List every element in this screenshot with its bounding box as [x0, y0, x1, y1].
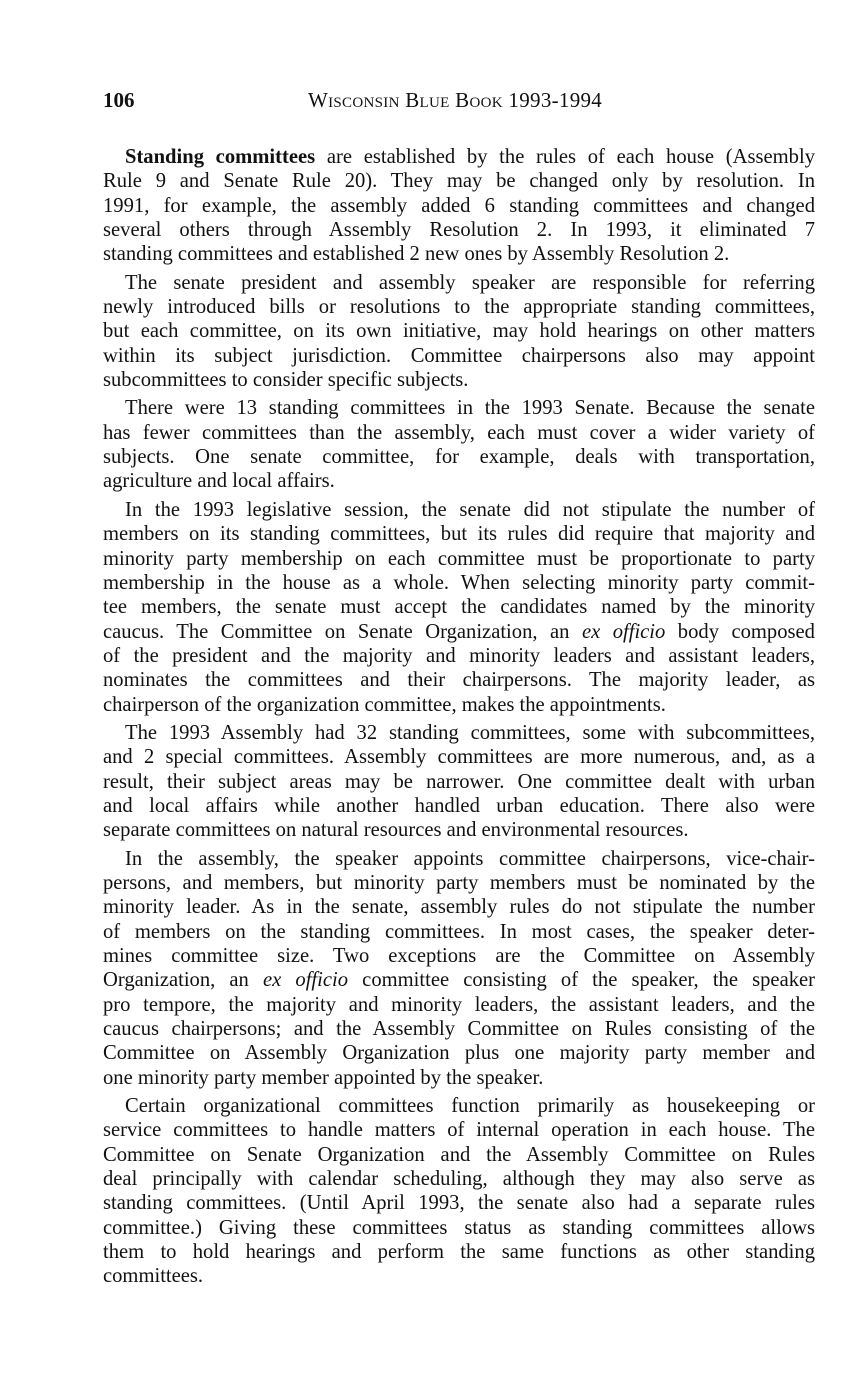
text-line: [103, 871, 815, 895]
text-line: [103, 242, 815, 266]
text-segment: and local affairs while another handled urban education. There also were: [103, 794, 815, 817]
text-segment: committee.) Giving these committees status as standing committees allows: [103, 1216, 815, 1239]
text-line: [103, 1264, 815, 1288]
text-segment: In the 1993 legislative session, the senate did not stipulate the number of: [125, 498, 815, 521]
text-line: [103, 993, 815, 1017]
italic-term: ex officio: [263, 969, 349, 992]
text-segment: standing committees. (Until April 1993, the senate also had a separate rules: [103, 1192, 815, 1215]
text-segment: committee consisting of the speaker, the speaker: [348, 969, 815, 992]
text-line: [103, 295, 815, 319]
text-segment: Committee on Assembly Organization plus one majority party member and: [103, 1042, 815, 1065]
paragraph: [103, 271, 815, 393]
italic-term: ex officio: [581, 620, 666, 643]
text-segment: mines committee size. Two exceptions are the Committee on Assembly: [103, 945, 815, 967]
text-line: [103, 1017, 815, 1041]
text-line: [103, 847, 815, 871]
text-segment: subjects. One senate committee, for example, deals with transportation,: [103, 446, 815, 469]
text-line: [103, 218, 815, 242]
text-line: [103, 1216, 815, 1240]
body-text: [103, 145, 815, 1293]
text-segment: persons, and members, but minority party members must be nominated by the: [103, 871, 815, 894]
text-segment: within its subject jurisdiction. Committee chairpersons also may appoint: [103, 344, 815, 367]
text-line: [103, 145, 815, 169]
text-segment: Certain organizational committees function primarily as housekeeping or: [125, 1095, 815, 1118]
paragraph: [103, 498, 815, 717]
text-segment: of members on the standing committees. In most cases, the speaker deter-: [103, 920, 815, 943]
text-segment: caucus chairpersons; and the Assembly Committee on Rules consisting of the: [103, 1018, 815, 1041]
text-segment: minority party membership on each committee must be proportionate to party: [103, 547, 815, 570]
text-line: [103, 547, 815, 571]
text-segment: pro tempore, the majority and minority leaders, the assistant leaders, and the: [103, 993, 815, 1016]
text-segment: There were 13 standing committees in the 1993 Senate. Because the senate: [125, 397, 815, 420]
text-line: [103, 818, 815, 842]
text-line: [103, 1118, 815, 1142]
text-segment: minority leader. As in the senate, assembly rules do not stipulate the number: [103, 896, 815, 919]
page-header: [103, 88, 815, 118]
text-segment: caucus. The Committee on Senate Organization, an: [103, 620, 582, 643]
text-line: [103, 319, 815, 343]
text-line: [103, 944, 815, 968]
text-line: [103, 445, 815, 469]
text-line: [103, 770, 815, 794]
text-line: [103, 595, 815, 619]
text-line: [103, 1094, 815, 1118]
text-line: [103, 620, 815, 644]
text-segment: membership in the house as a whole. When selecting minority party commit-: [103, 571, 815, 594]
text-line: [103, 344, 815, 368]
text-line: [103, 721, 815, 745]
text-segment: agriculture and local affairs.: [103, 470, 335, 493]
text-segment: 1991, for example, the assembly added 6 standing committees and changed: [103, 194, 815, 217]
text-line: [103, 668, 815, 692]
text-line: [103, 745, 815, 769]
text-segment: of the president and the majority and minority leaders and assistant leaders,: [103, 644, 815, 667]
text-segment: deal principally with calendar scheduling, although they may also serve as: [103, 1168, 815, 1191]
text-line: [103, 1066, 815, 1090]
text-line: [103, 644, 815, 668]
text-segment: has fewer committees than the assembly, each must cover a wider variety of: [103, 421, 815, 444]
text-segment: one minority party member appointed by the speaker.: [103, 1066, 544, 1089]
text-segment: Committee on Senate Organization and the Assembly Committee on Rules: [103, 1143, 815, 1166]
text-line: [103, 469, 815, 493]
paragraph: [103, 145, 815, 267]
paragraph: [103, 1094, 815, 1289]
text-segment: subcommittees to consider specific subjects.: [103, 369, 469, 392]
text-segment: service committees to handle matters of internal operation in each house. The: [103, 1119, 815, 1142]
bold-term: Standing committees: [125, 146, 316, 168]
text-segment: and 2 special committees. Assembly committees are more numerous, and, as a: [103, 746, 815, 769]
text-line: [103, 368, 815, 392]
text-segment: committees.: [103, 1265, 204, 1288]
text-line: [103, 794, 815, 818]
text-segment: separate committees on natural resources and environmental resources.: [103, 819, 689, 842]
text-line: [103, 271, 815, 295]
text-line: [103, 169, 815, 193]
text-line: [103, 571, 815, 595]
running-title: Wisconsin Blue Book 1993-1994: [308, 88, 603, 112]
text-line: [103, 498, 815, 522]
text-line: [103, 1167, 815, 1191]
text-segment: Organization, an: [103, 969, 263, 992]
text-segment: are established by the rules of each house (Assembly: [315, 146, 815, 168]
text-line: [103, 968, 815, 992]
text-line: [103, 194, 815, 218]
text-line: [103, 1041, 815, 1065]
paragraph: [103, 847, 815, 1090]
text-line: [103, 1240, 815, 1264]
text-segment: chairperson of the organization committee, makes the appointments.: [103, 693, 666, 716]
text-segment: several others through Assembly Resolution 2. In 1993, it eliminated 7: [103, 219, 815, 242]
text-line: [103, 1191, 815, 1215]
text-segment: standing committees and established 2 new ones by Assembly Resolution 2.: [103, 243, 730, 266]
text-line: [103, 1143, 815, 1167]
text-segment: In the assembly, the speaker appoints committee chairpersons, vice-chair-: [125, 847, 815, 870]
text-line: [103, 693, 815, 717]
text-segment: body composed: [665, 620, 815, 643]
text-segment: tee members, the senate must accept the candidates named by the minority: [103, 596, 815, 619]
page-number: 106: [103, 88, 135, 112]
text-line: [103, 920, 815, 944]
text-segment: Rule 9 and Senate Rule 20). They may be changed only by resolution. In: [103, 170, 815, 193]
text-segment: them to hold hearings and perform the same functions as other standing: [103, 1241, 815, 1264]
text-segment: members on its standing committees, but its rules did require that majority and: [103, 523, 815, 546]
text-segment: newly introduced bills or resolutions to the appropriate standing committees,: [103, 296, 815, 319]
text-segment: result, their subject areas may be narrower. One committee dealt with urban: [103, 770, 815, 793]
text-segment: nominates the committees and their chairpersons. The majority leader, as: [103, 669, 815, 692]
text-segment: but each committee, on its own initiative, may hold hearings on other matters: [103, 320, 815, 343]
text-line: [103, 396, 815, 420]
text-line: [103, 421, 815, 445]
text-segment: The 1993 Assembly had 32 standing committees, some with subcommittees,: [125, 721, 815, 744]
text-line: [103, 895, 815, 919]
paragraph: [103, 721, 815, 843]
paragraph: [103, 396, 815, 493]
text-segment: The senate president and assembly speaker are responsible for referring: [125, 271, 815, 294]
text-line: [103, 522, 815, 546]
